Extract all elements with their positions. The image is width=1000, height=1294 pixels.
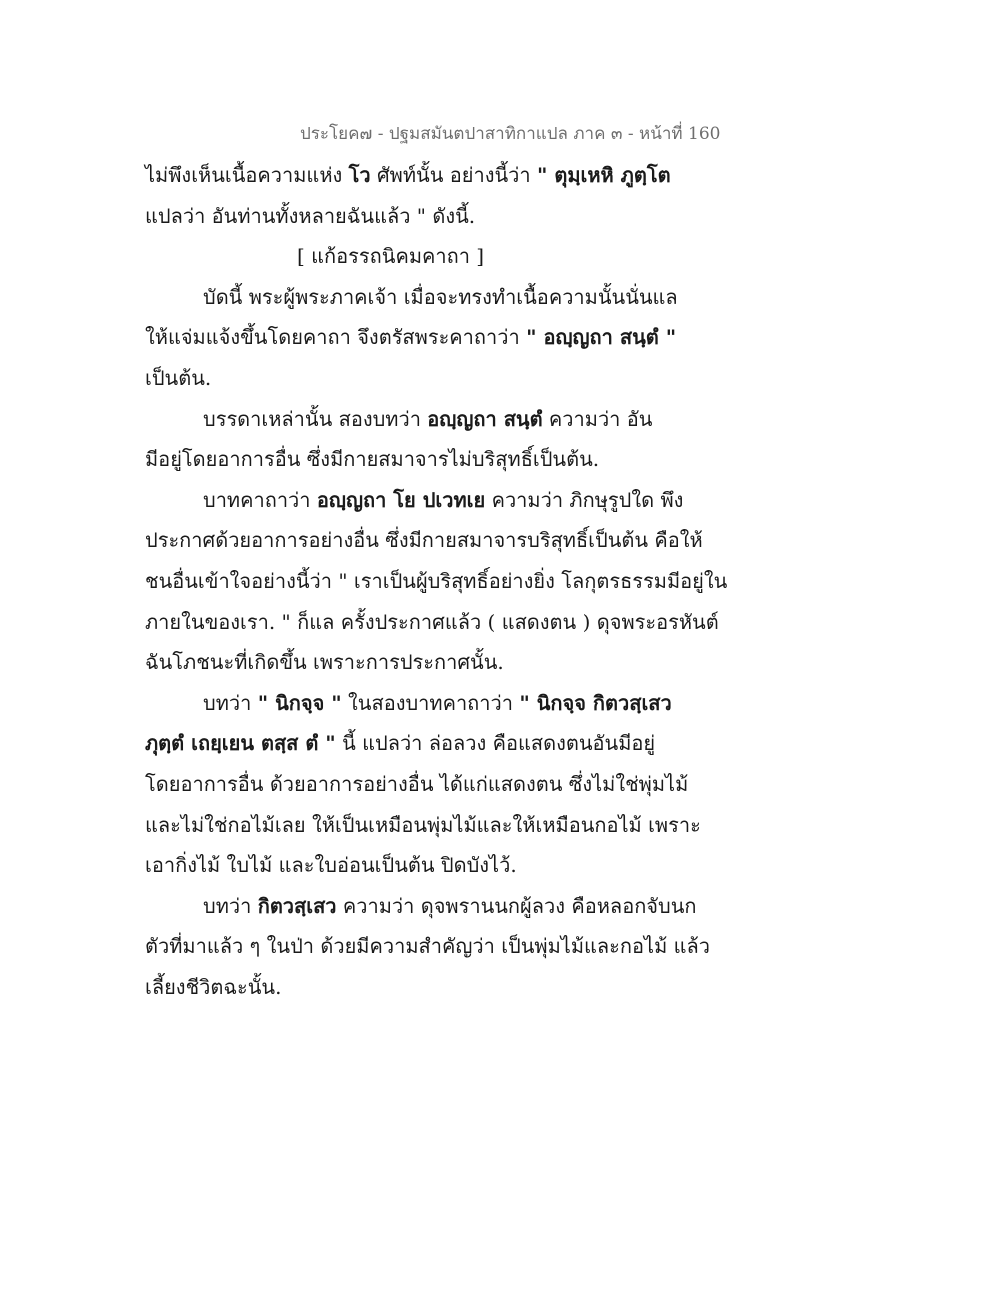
text-line-21: เลี้ยงชีวิตฉะนั้น.: [145, 974, 282, 999]
text-line-1: ไม่พึงเห็นเนื้อความแห่ง โว ศัพท์นั้น อย่างนี้ว่า " ตุมฺเหหิ ภูตฺโต: [145, 163, 671, 187]
body-text: [145, 155, 728, 1007]
text-line-16: โดยอาการอื่น ด้วยอาการอย่างอื่น ได้แก่แสดงตน ซึ่งไม่ใช่พุ่มไม้: [145, 771, 689, 796]
text-line-14: บทว่า " นิกจฺจ " ในสองบาทคาถาว่า " นิกจฺจ กิตวสฺเสว: [203, 690, 672, 715]
text-line-18: เอากิ่งไม้ ใบไม้ และใบอ่อนเป็นต้น ปิดบังไว้.: [145, 853, 517, 878]
text-line-13: ฉันโภชนะที่เกิดขึ้น เพราะการประกาศนั้น.: [145, 650, 504, 675]
text-line-17: และไม่ใช่กอไม้เลย ให้เป็นเหมือนพุ่มไม้และให้เหมือนกอไม้ เพราะ: [145, 812, 701, 837]
text-line-6: เป็นต้น.: [145, 365, 212, 390]
text-line-9: บาทคาถาว่า อญฺญถา โย ปเวทเย ความว่า ภิกษุรูปใด พึง: [203, 487, 684, 512]
running-header: ประโยค๗ - ปฐมสมันตปาสาทิกาแปล ภาค ๓ - หน้าที่ 160: [300, 124, 721, 144]
text-line-2: แปลว่า อันท่านทั้งหลายฉันแล้ว " ดังนี้.: [145, 203, 476, 228]
text-line-8: มีอยู่โดยอาการอื่น ซึ่งมีกายสมาจารไม่บริสุทธิ์เป็นต้น.: [145, 447, 600, 472]
text-line-20: ตัวที่มาแล้ว ๆ ในป่า ด้วยมีความสำคัญว่า เป็นพุ่มไม้และกอไม้ แล้ว: [145, 934, 710, 959]
text-line-4: บัดนี้ พระผู้พระภาคเจ้า เมื่อจะทรงทำเนื้อความนั้นนั่นแล: [203, 284, 678, 309]
section-heading: [ แก้อรรถนิคมคาถา ]: [297, 244, 485, 269]
text-line-7: บรรดาเหล่านั้น สองบทว่า อญฺญถา สนฺตํ ความว่า อัน: [203, 406, 653, 431]
text-line-19: บทว่า กิตวสฺเสว ความว่า ดุจพรานนกผู้ลวง คือหลอกจับนก: [203, 893, 697, 918]
text-line-11: ชนอื่นเข้าใจอย่างนี้ว่า " เราเป็นผู้บริสุทธิ์อย่างยิ่ง โลกุตรธรรมมีอยู่ใน: [145, 568, 728, 593]
text-line-12: ภายในของเรา. " ก็แล ครั้งประกาศแล้ว ( แสดงตน ) ดุจพระอรหันต์: [145, 609, 719, 634]
text-line-10: ประกาศด้วยอาการอย่างอื่น ซึ่งมีกายสมาจารบริสุทธิ์เป็นต้น คือให้: [145, 528, 703, 553]
text-line-5: ให้แจ่มแจ้งขึ้นโดยคาถา จึงตรัสพระคาถาว่า " อญฺญถา สนฺตํ ": [145, 325, 677, 350]
text-line-15: ภุตฺตํ เถยฺเยน ตสฺส ตํ " นี้ แปลว่า ล่อลวง คือแสดงตนอันมีอยู่: [145, 731, 656, 756]
